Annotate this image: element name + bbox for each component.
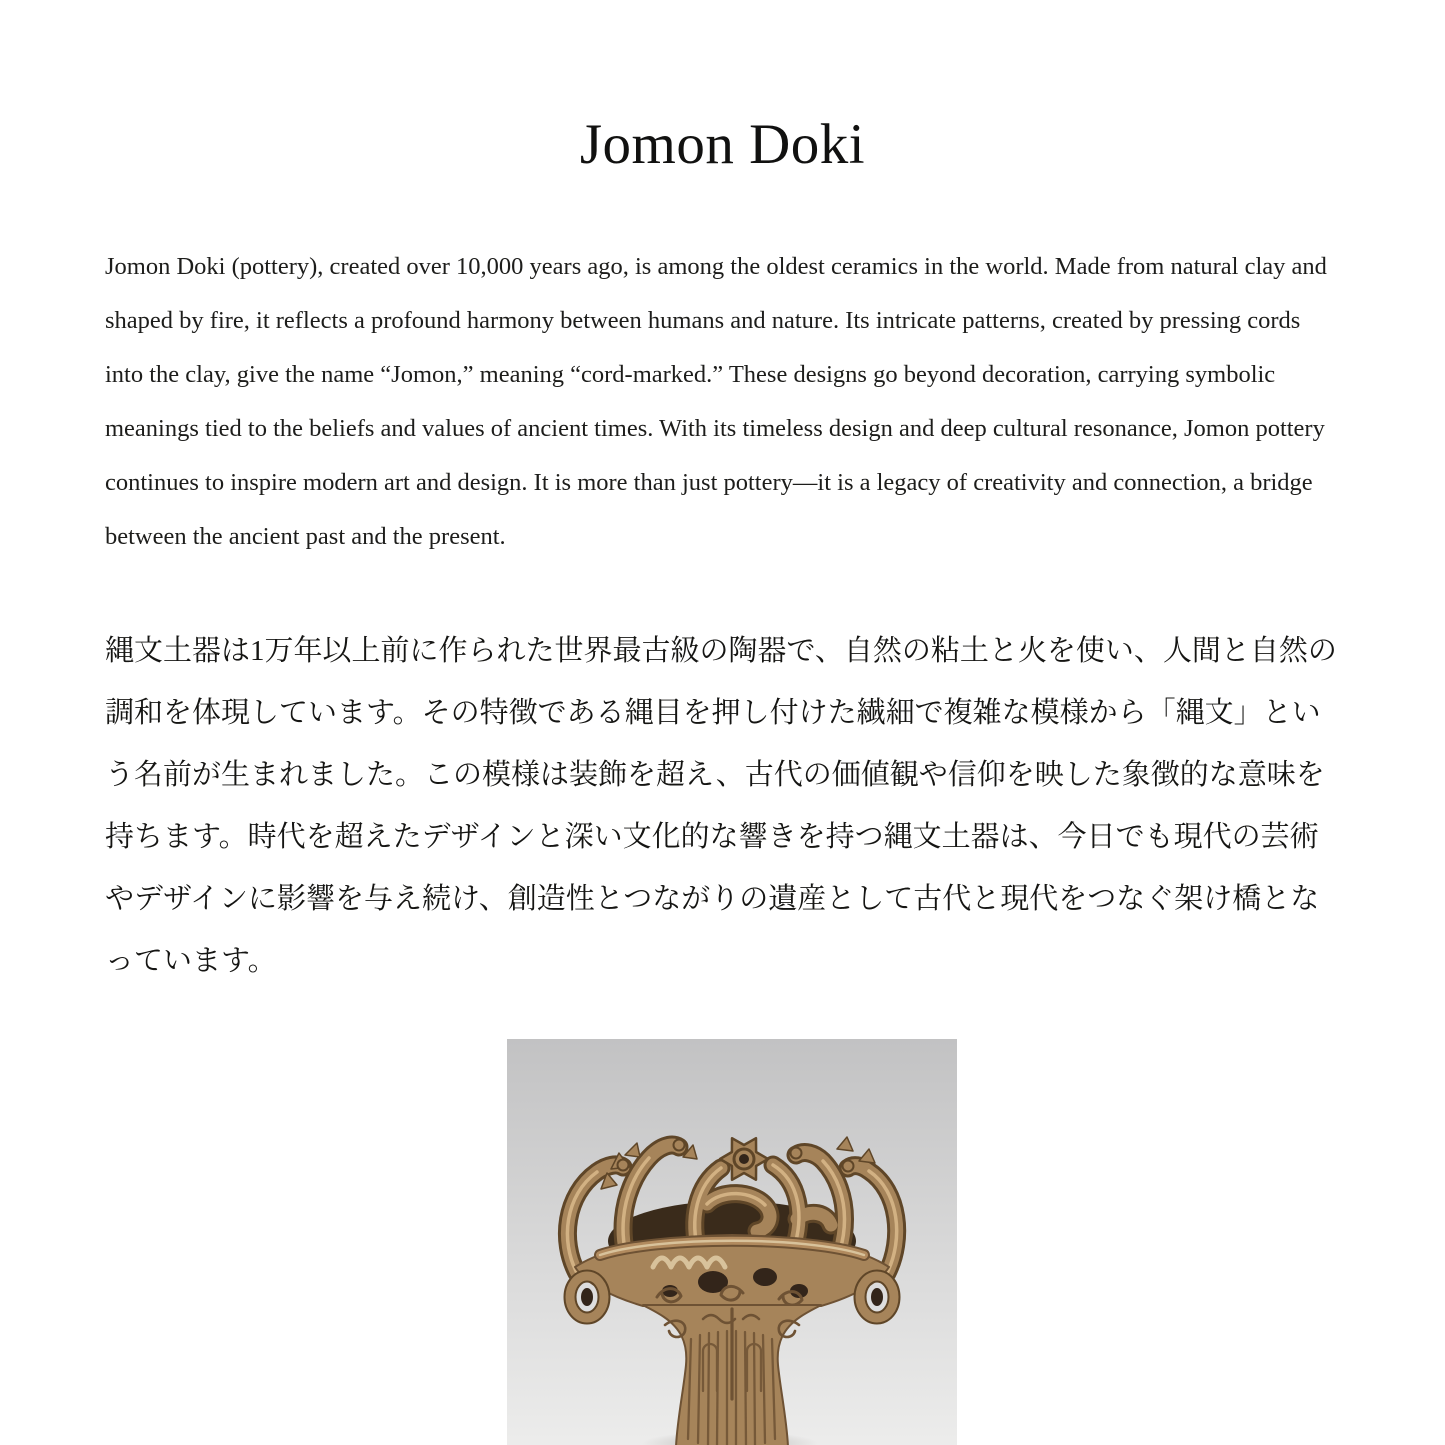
- page-title: Jomon Doki: [579, 113, 866, 176]
- english-paragraph: Jomon Doki (pottery), created over 10,000 years ago, is among the oldest ceramics in the world. Made from natural clay and shaped by fire, it reflects a profound harmony between humans and nature. Its intricate patterns, created by pressing cords into the clay, give the name “Jomon,” meaning “cord-marked.” These designs go beyond decoration, carrying symbolic meanings tied to the beliefs and values of ancient times. With its timeless design and deep cultural resonance, Jomon pottery continues to inspire modern art and design. It is more than just pottery—it is a legacy of creativity and connection, a bridge between the ancient past and the present.: [105, 253, 1327, 550]
- pottery-photo: [507, 1039, 957, 1445]
- japanese-paragraph: 縄文土器は1万年以上前に作られた世界最古級の陶器で、自然の粘土と火を使い、人間と自然の調和を体現しています。その特徴である縄目を押し付けた繊細で複雑な模様から「縄文」という名前が生まれました。この模様は装飾を超え、古代の価値観や信仰を映した象徴的な意味を持ちます。時代を超えたデザインと深い文化的な響きを持つ縄文土器は、今日でも現代の芸術やデザインに影響を与え続け、創造性とつながりの遺産として古代と現代をつなぐ架け橋となっています。: [105, 635, 1337, 977]
- pottery-illustration: [507, 1039, 957, 1445]
- text-column: [105, 240, 1342, 992]
